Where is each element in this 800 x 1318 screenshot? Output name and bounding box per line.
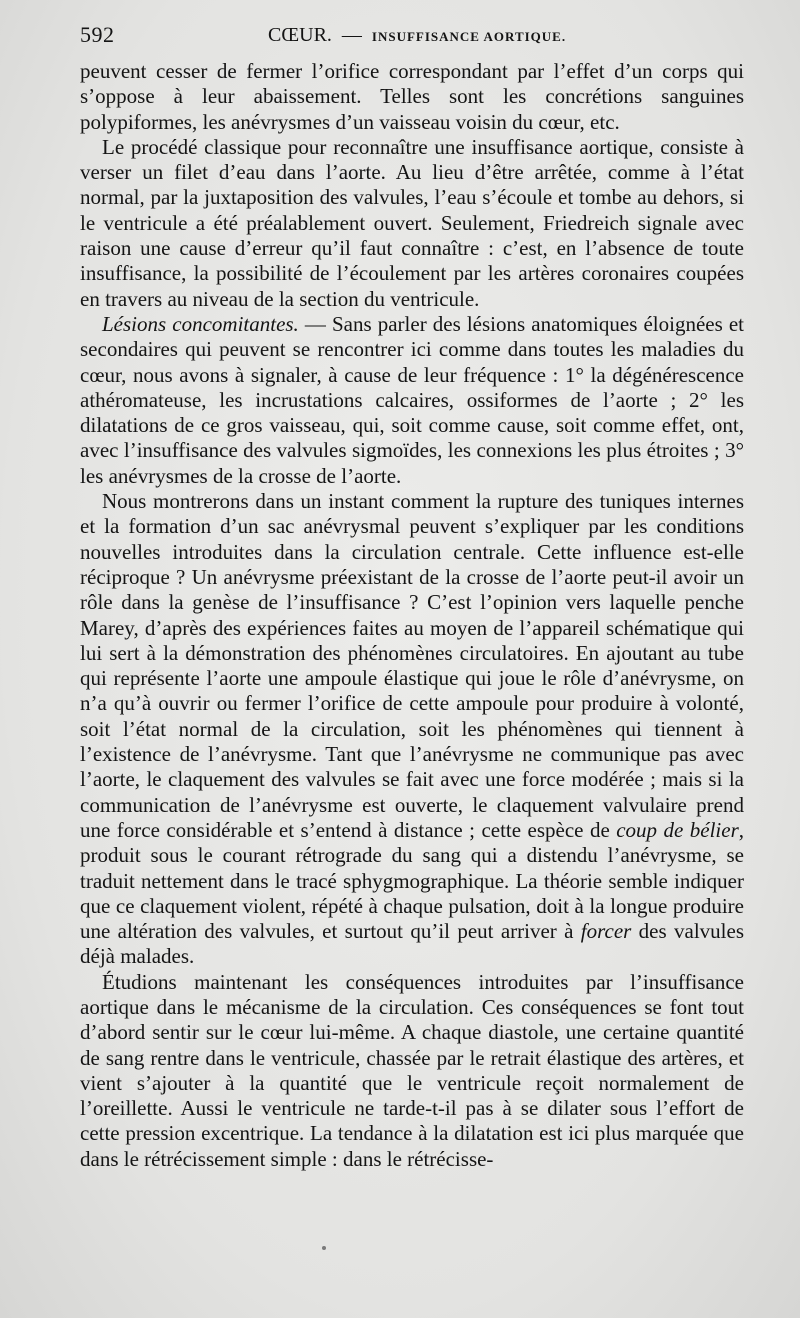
paragraph-3 bbox=[80, 312, 744, 489]
body-text bbox=[80, 59, 744, 1172]
paragraph-4-part-2: , produit sous le courant rétrograde du sang qui a distendu l’anévrysme, se traduit nettement dans le tracé sphygmographique. La théorie semble indiquer que ce claquement violent, répété à chaque pulsation, doit à la longue produire une altération des valvules, et surtout qu’il peut arriver à bbox=[80, 817, 744, 944]
running-title-sub: INSUFFISANCE AORTIQUE. bbox=[371, 29, 567, 44]
paragraph-4-part-1: Nous montrerons dans un instant comment la rupture des tuniques internes et la formation d’un sac anévrysmal peuvent s’expliquer par les conditions nouvelles introduites dans la circulation centrale. Cette influence est-elle réciproque ? Un anévrysme préexistant de la crosse de l’aorte peut-il avoir un rôle dans la genèse de l’insuffisance ? C’est l’opinion vers laquelle penche Marey, d’après des expériences faites au moyen de l’appareil schématique qui lui sert à la démonstration des phénomènes circulatoires. En ajoutant au tube qui représente l’aorte une ampoule élastique qui joue le rôle d’anévrysme, on n’a qu’à ouvrir ou fermer l’orifice de cette ampoule pour produire à volonté, soit l’état normal de la circulation, soit les phénomènes qui tiennent à l’existence de l’anévrysme. Tant que l’anévrysme ne communique pas avec l’aorte, le claquement des valvules se fait avec une force modérée ; mais si la communication de l’anévrysme est ouverte, le claquement valvulaire prend une force considérable et s’entend à distance ; cette espèce de bbox=[80, 489, 744, 842]
running-title bbox=[268, 24, 566, 47]
print-speck bbox=[322, 1246, 326, 1250]
emphasis-forcer: forcer bbox=[580, 919, 632, 944]
paragraph-2: Le procédé classique pour reconnaître une insuffisance aortique, consiste à verser un filet d’eau dans l’aorte. Au lieu d’être arrêtée, comme à l’état normal, par la juxtaposition des valvules, l’eau s’écoule et tombe au dehors, si le ventricule a été préalablement ouvert. Seulement, Friedreich signale avec raison une cause d’erreur qu’il faut connaître : c’est, en l’absence de toute insuffisance, la possibilité de l’écoulement par les artères coronaires coupées en travers au niveau de la section du ventricule. bbox=[80, 134, 744, 311]
paragraph-5: Étudions maintenant les conséquences introduites par l’insuffisance aortique dans le mécanisme de la circulation. Ces conséquences se font tout d’abord sentir sur le cœur lui-même. A chaque diastole, une certaine quantité de sang rentre dans le ventricule, chassée par le retrait élastique des artères, et vient s’ajouter à la quantité que le ventricule reçoit normalement de l’oreillette. Aussi le ventricule ne tarde-t-il pas à se dilater sous l’effort de cette pression excentrique. La tendance à la dilatation est ici plus marquée que dans le rétrécissement simple : dans le rétrécisse- bbox=[80, 969, 744, 1171]
paragraph-4 bbox=[80, 489, 744, 970]
paragraph-1: peuvent cesser de fermer l’orifice correspondant par l’effet d’un corps qui s’oppose à leur abaissement. Telles sont les concrétions sanguines polypiformes, les anévrysmes d’un vaisseau voisin du cœur, etc. bbox=[80, 59, 744, 134]
section-heading-lesions: Lésions concomitantes. bbox=[102, 311, 299, 336]
page-header bbox=[80, 22, 740, 56]
running-title-main: CŒUR. bbox=[268, 24, 332, 46]
paragraph-3-text: — Sans parler des lésions anatomiques éloignées et secondaires qui peuvent se rencontrer ici comme dans toutes les maladies du cœur, nous avons à signaler, à cause de leur fréquence : 1° la dégénérescence athéromateuse, les incrustations calcaires, ossiformes de l’aorte ; 2° les dilatations de ce gros vaisseau, qui, soit comme cause, soit comme effet, ont, avec l’insuffisance des valvules sigmoïdes, les connexions les plus étroites ; 3° les anévrysmes de la crosse de l’aorte. bbox=[80, 311, 744, 488]
running-title-dash: — bbox=[341, 24, 362, 46]
emphasis-coup-de-belier: coup de bélier bbox=[616, 817, 739, 842]
page-number: 592 bbox=[80, 22, 115, 47]
paragraph-4-part-3: des valvules déjà malades. bbox=[80, 919, 744, 969]
